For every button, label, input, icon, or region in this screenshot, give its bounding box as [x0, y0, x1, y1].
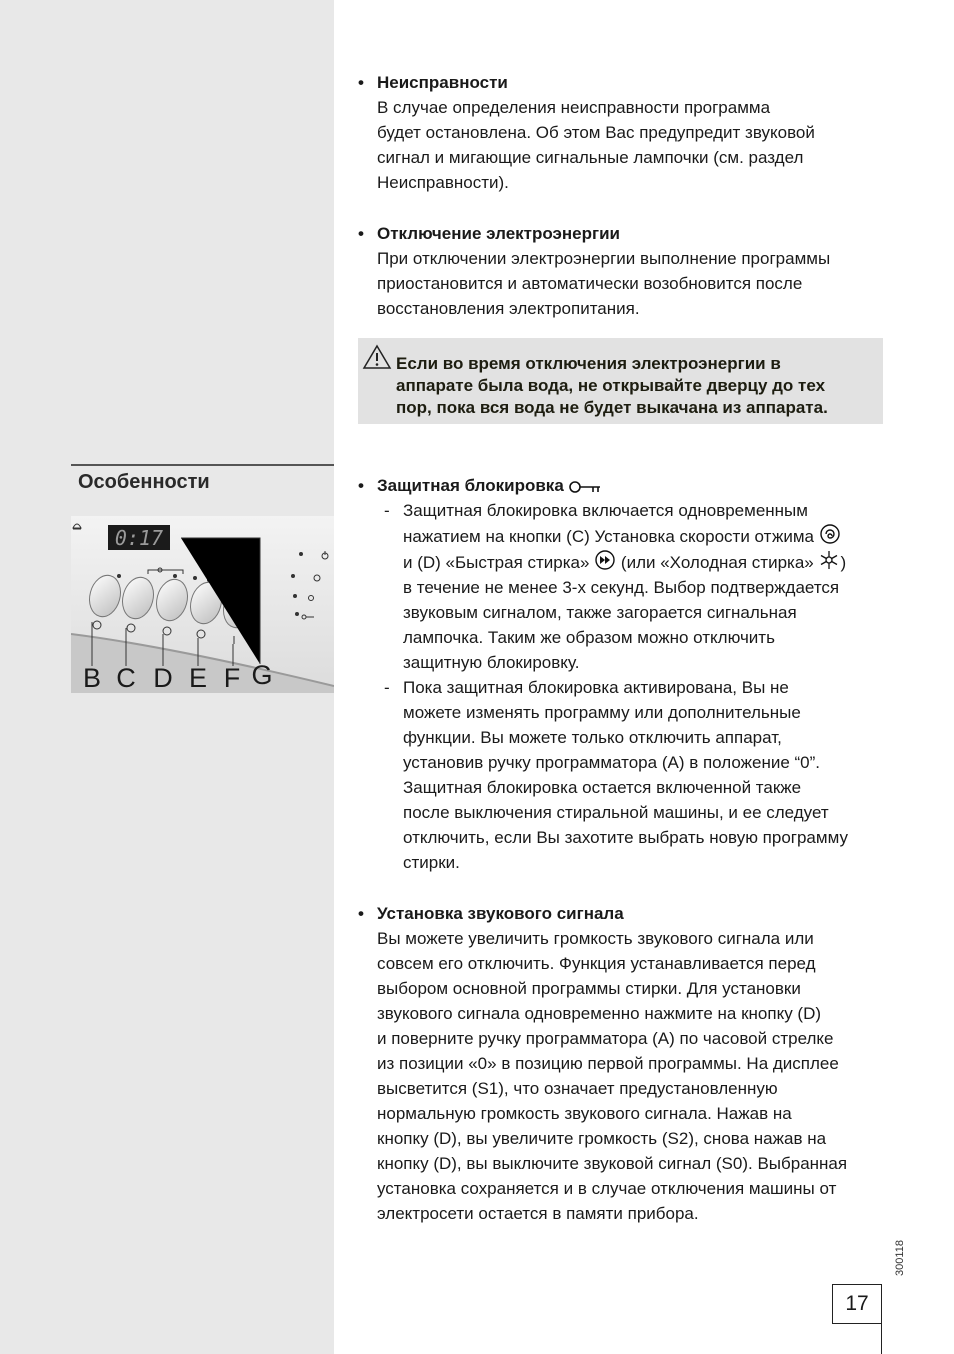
child-lock-line — [403, 523, 898, 549]
warning-line: пор, пока вся вода не будет выкачана из аппарата. — [396, 398, 828, 417]
faults-line: В случае определения неисправности программа — [377, 98, 771, 117]
child-lock-text: ) — [840, 553, 847, 572]
indicator-light — [293, 594, 297, 598]
sound-line: кнопку (D), вы выключите звуковой сигнал (S0). Выбранная — [377, 1154, 848, 1173]
sound-line: установка сохраняется и в случае отключения машины от — [377, 1179, 837, 1198]
child-lock-text: и (D) «Быстрая стирка» — [403, 553, 590, 572]
child-lock-line: после выключения стиральной машины, и ее следует — [403, 803, 829, 822]
button-letter-g: G — [251, 660, 273, 690]
sound-section — [358, 901, 898, 1226]
indicator-light — [173, 574, 177, 578]
power-off-line: приостановится и автоматически возобновится после — [377, 274, 803, 293]
power-off-line: восстановления электропитания. — [377, 299, 640, 318]
sound-text — [358, 926, 898, 1226]
child-lock-text: (или «Холодная стирка» — [620, 553, 814, 572]
power-off-line: При отключении электроэнергии выполнение программы — [377, 249, 831, 268]
faults-line: сигнал и мигающие сигнальные лампочки (см. раздел — [377, 148, 804, 167]
button-letter-c: C — [116, 663, 136, 693]
button-letter-b: B — [82, 663, 102, 693]
dash-marker: - — [384, 678, 390, 697]
child-lock-line: отключить, если Вы захотите выбрать новую программу — [403, 828, 848, 847]
child-lock-text: нажатием на кнопки (C) Установка скорости отжима — [403, 527, 814, 546]
sound-line: звукового сигнала одновременно нажмите на кнопку (D) — [377, 1004, 822, 1023]
child-lock-line: функции. Вы можете только отключить аппарат, — [403, 728, 782, 747]
faults-section — [358, 70, 898, 195]
child-lock-line: установив ручку программатора (A) в положение “0”. — [403, 753, 821, 772]
child-lock-item — [358, 675, 898, 875]
indicator-light — [117, 574, 121, 578]
display-time: 0:17 — [114, 526, 164, 550]
sound-line: выбором основной программы стирки. Для установки — [377, 979, 801, 998]
power-off-title: • Отключение электроэнергии — [358, 221, 898, 246]
sound-line: совсем его отключить. Функция устанавливается перед — [377, 954, 816, 973]
dash-marker: - — [384, 501, 390, 520]
button-letter-e: E — [188, 663, 208, 693]
quick-wash-icon — [594, 549, 616, 571]
faults-line: будет остановлена. Об этом Вас предупредит звуковой — [377, 123, 815, 142]
indicator-light — [193, 576, 197, 580]
warning-line: аппарате была вода, не открывайте дверцу до тех — [396, 376, 826, 395]
sound-title: • Установка звукового сигнала — [358, 901, 898, 926]
sound-line: нормальную громкость звукового сигнала. Нажав на — [377, 1104, 792, 1123]
child-lock-title — [358, 473, 898, 498]
warning-triangle-icon — [362, 344, 392, 370]
child-lock-line: можете изменять программу или дополнительные — [403, 703, 801, 722]
child-lock-line: Защитная блокировка включается одновременным — [403, 501, 808, 520]
document-id — [886, 1238, 916, 1278]
warning-box — [358, 338, 883, 424]
sound-line: электросети остается в памяти прибора. — [377, 1204, 699, 1223]
document-id-text: 300118 — [893, 1240, 906, 1276]
power-off-text — [358, 246, 898, 321]
child-lock-line: Защитная блокировка остается включенной также — [403, 778, 802, 797]
section-title: Особенности — [78, 471, 210, 493]
sound-line: из позиции «0» в позицию первой программы. На дисплее — [377, 1054, 839, 1073]
child-lock-item — [358, 498, 898, 675]
sound-line: Вы можете увеличить громкость звукового сигнала или — [377, 929, 814, 948]
child-lock-line: в течение не менее 3-х секунд. Выбор подтверждается — [403, 578, 840, 597]
child-lock-title-text: Защитная блокировка — [377, 476, 564, 495]
page-number-line — [881, 1284, 882, 1354]
sound-line: кнопку (D), вы увеличите громкость (S2), снова нажав на — [377, 1129, 827, 1148]
key-icon — [569, 480, 601, 494]
child-lock-line: защитную блокировку. — [403, 653, 580, 672]
child-lock-line: стирки. — [403, 853, 460, 872]
section-divider — [71, 464, 334, 466]
sound-line: и поверните ручку программатора (A) по часовой стрелке — [377, 1029, 834, 1048]
faults-line: Неисправности). — [377, 173, 509, 192]
button-letter-f: F — [223, 663, 241, 693]
indicator-light — [299, 552, 303, 556]
warning-line: Если во время отключения электроэнергии в — [396, 354, 781, 373]
faults-text — [358, 95, 898, 195]
page-number: 17 — [832, 1284, 882, 1324]
sound-line: высветится (S1), что означает предустановленную — [377, 1079, 778, 1098]
spin-speed-icon — [819, 523, 841, 545]
child-lock-section — [358, 473, 898, 875]
child-lock-line: лампочка. Таким же образом можно отключить — [403, 628, 775, 647]
button-letter-d: D — [153, 663, 173, 693]
power-off-section — [358, 221, 898, 321]
indicator-light — [291, 574, 295, 578]
control-panel-illustration — [71, 516, 334, 693]
warning-text — [396, 353, 876, 419]
child-lock-line — [403, 549, 898, 575]
indicator-light — [295, 612, 299, 616]
cold-wash-icon — [818, 549, 840, 571]
faults-title: • Неисправности — [358, 70, 898, 95]
child-lock-line: Пока защитная блокировка активирована, Вы не — [403, 678, 789, 697]
child-lock-line: звуковым сигналом, также загорается сигнальная — [403, 603, 797, 622]
